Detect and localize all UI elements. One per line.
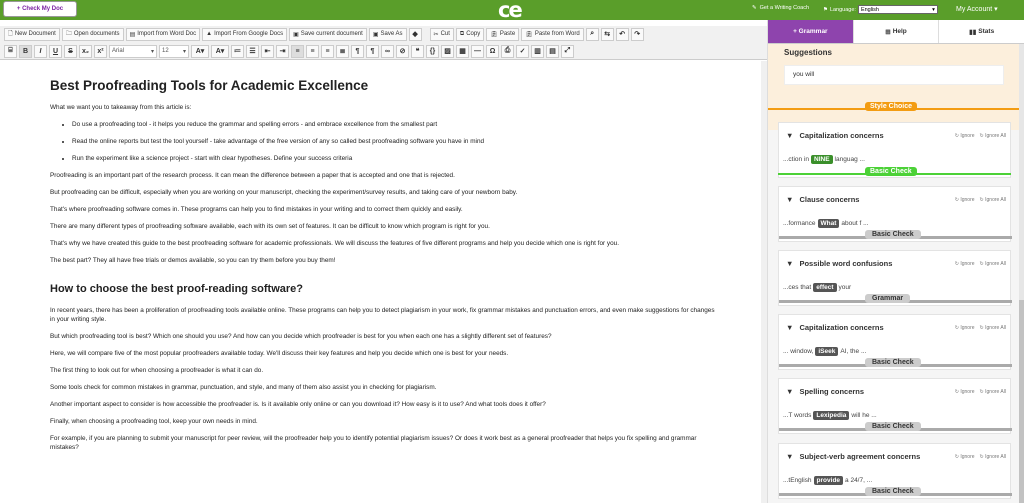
paragraph: But proofreading can be difficult, especially when you are working on your manuscript, checking the experiment/survey results, and taking care of your newborn baby. xyxy=(50,188,518,196)
list-item: • Do use a proofreading tool - it helps you reduce the grammar and spelling errors - and embrace excellence from the smallest part xyxy=(72,121,718,130)
cut-label: Cut xyxy=(440,31,450,37)
text-color-icon[interactable]: A▾ xyxy=(191,45,209,58)
card-footer xyxy=(779,233,1012,241)
toolbar-row-2 xyxy=(4,44,574,58)
card-title xyxy=(786,452,920,461)
import-google-button[interactable] xyxy=(202,28,287,41)
snippet-highlight[interactable]: What xyxy=(818,219,840,228)
link-icon[interactable]: ∞ xyxy=(381,45,394,58)
ignore-label: Ignore xyxy=(960,325,975,331)
ignore-all-button[interactable]: ↻ Ignore All xyxy=(979,133,1006,139)
save-current-label: Save current document xyxy=(300,31,363,37)
save-icon: ▣ xyxy=(293,31,299,38)
my-account-label: My Account xyxy=(956,6,993,13)
snippet-before: ...ces that xyxy=(783,284,812,291)
ignore-button[interactable]: ↻ Ignore xyxy=(954,454,975,460)
source-icon[interactable]: ⌸ xyxy=(4,45,17,58)
suggestion-card[interactable] xyxy=(778,250,1011,306)
logo: ce xyxy=(498,0,521,22)
undo-icon[interactable]: ↶ xyxy=(616,28,629,41)
document-title: Best Proofreading Tools for Academic Excellence xyxy=(50,78,369,93)
writing-coach-label: Get a Writing Coach xyxy=(759,5,810,11)
ignore-controls xyxy=(955,454,1006,460)
panel-tabs xyxy=(768,20,1024,44)
card-title-text: Spelling concerns xyxy=(799,387,865,396)
suggestions-area xyxy=(768,44,1020,130)
suggestions-title: Suggestions xyxy=(784,48,833,57)
stats-icon: ▮▮ xyxy=(969,28,977,36)
numbered-list-icon[interactable]: ≔ xyxy=(231,45,244,58)
snippet-highlight[interactable]: effect xyxy=(813,283,836,292)
drive-icon: ▲ xyxy=(206,31,213,37)
snippet-before: ... window, xyxy=(783,348,814,355)
ignore-button[interactable]: ↻ Ignore xyxy=(954,133,975,139)
align-center-icon[interactable]: ≡ xyxy=(306,45,319,58)
table-icon[interactable]: ▦ xyxy=(456,45,469,58)
top-bar xyxy=(0,0,1024,20)
save-current-button[interactable] xyxy=(289,28,367,41)
blockquote-icon[interactable]: ❝ xyxy=(411,45,424,58)
chevron-down-icon: ▾ xyxy=(994,6,998,13)
ignore-all-label: Ignore All xyxy=(985,389,1006,395)
save-icon: ▣ xyxy=(372,31,379,38)
ignore-button[interactable]: ↻ Ignore xyxy=(954,325,975,331)
chevron-down-icon: ▾ xyxy=(150,48,154,55)
snippet-before: ...formance xyxy=(783,220,816,227)
print-icon[interactable]: ⎙ xyxy=(501,45,514,58)
paragraph: Proofreading is an important part of the research process. It can mean the difference between a paper that is accepted and one that is rejected. xyxy=(50,171,455,179)
basic-check-badge: Basic Check xyxy=(865,167,917,176)
scissors-icon: ✂ xyxy=(433,31,439,38)
card-snippet xyxy=(783,219,869,228)
card-snippet xyxy=(783,411,877,420)
ignore-all-label: Ignore All xyxy=(985,261,1006,267)
style-choice-badge: Style Choice xyxy=(865,102,917,111)
card-snippet xyxy=(783,347,866,356)
paragraph: That's why we have created this guide to the best proofreading software for academic professionals. We will discuss the features of five different programs and help you decide which one is right for you. xyxy=(50,239,619,247)
snippet-before: ...ction in xyxy=(783,156,810,163)
ignore-label: Ignore xyxy=(960,261,975,267)
snippet-after: a 24/7, ... xyxy=(845,477,873,484)
document-content[interactable] xyxy=(50,77,718,461)
language-selector xyxy=(823,5,938,14)
underline-icon[interactable]: U xyxy=(49,45,62,58)
triangle-down-icon: ▼ xyxy=(786,323,794,332)
clipboard-icon: 📋︎ xyxy=(490,31,498,38)
card-title-text: Possible word confusions xyxy=(799,259,893,268)
fullscreen-icon[interactable]: ⤢ xyxy=(561,45,574,58)
ignore-button[interactable]: ↻ Ignore xyxy=(954,389,975,395)
horizontal-rule-icon[interactable]: ― xyxy=(471,45,484,58)
open-documents-label: Open documents xyxy=(73,31,120,37)
card-category-badge: Basic Check xyxy=(865,422,921,431)
align-right-icon[interactable]: ≡ xyxy=(321,45,334,58)
paragraph: In recent years, there has been a proliferation of proofreading tools available online. These programs can help you to detect plagiarism in your work, fix grammar mistakes and punctuation errors, and even make suggestions for changes in your writing style. xyxy=(50,306,715,323)
toolbar-row-1 xyxy=(4,27,644,41)
snippet-highlight[interactable]: NINE xyxy=(811,155,833,164)
suggestion-item[interactable]: you will xyxy=(784,65,1004,85)
ignore-all-button[interactable]: ↻ Ignore All xyxy=(979,325,1006,331)
grammar-panel xyxy=(767,20,1024,503)
suggestion-card[interactable] xyxy=(778,378,1011,434)
eraser-icon[interactable]: ◆ xyxy=(409,28,422,41)
ignore-label: Ignore xyxy=(960,133,975,139)
rtl-icon[interactable]: ¶ xyxy=(366,45,379,58)
ignore-label: Ignore xyxy=(960,389,975,395)
section-heading: How to choose the best proof-reading software? xyxy=(50,282,304,295)
triangle-down-icon: ▼ xyxy=(786,195,794,204)
italic-icon[interactable]: I xyxy=(34,45,47,58)
tab-help[interactable] xyxy=(854,20,940,43)
suggestion-card[interactable] xyxy=(778,186,1011,242)
size-value: 12 xyxy=(162,48,169,54)
paragraph: But which proofreading tool is best? Which one should you use? And how can you decide which proofreader is best for you when each one has a slightly different set of features? xyxy=(50,332,552,340)
cut-button[interactable] xyxy=(430,28,454,41)
ignore-button[interactable]: ↻ Ignore xyxy=(954,197,975,203)
ignore-all-label: Ignore All xyxy=(985,454,1006,460)
paragraph: Here, we will compare five of the most popular proofreaders available today. We'll discuss their key features and help you decide which one is best for your needs. xyxy=(50,349,509,357)
panel-scrollbar-thumb[interactable] xyxy=(1019,300,1024,503)
language-dropdown[interactable] xyxy=(858,5,938,14)
open-documents-button[interactable] xyxy=(62,28,124,41)
copy-icon: ⧉ xyxy=(459,30,465,37)
paste-word-button[interactable] xyxy=(521,28,584,41)
triangle-down-icon: ▼ xyxy=(786,131,794,140)
list-item: • Read the online reports but test the tool yourself - take advantage of the free version of any so called best proofreading software you have in mind xyxy=(72,138,718,147)
ignore-controls xyxy=(955,389,1006,395)
language-value: English xyxy=(860,6,879,13)
justify-icon[interactable]: ≣ xyxy=(336,45,349,58)
card-title xyxy=(786,195,859,204)
card-footer xyxy=(779,361,1012,369)
snippet-after: will he ... xyxy=(851,412,877,419)
chevron-down-icon: ▾ xyxy=(932,6,935,13)
folder-icon: 🗀 xyxy=(65,31,72,37)
snippet-highlight[interactable]: Lexipedia xyxy=(813,411,849,420)
copy-label: Copy xyxy=(466,31,481,37)
ignore-all-button[interactable]: ↻ Ignore All xyxy=(979,261,1006,267)
ignore-button[interactable]: ↻ Ignore xyxy=(954,261,975,267)
import-icon: ▤ xyxy=(129,31,136,38)
paragraph: The best part? They all have free trials or demos available, so you can try them before you buy them! xyxy=(50,256,336,264)
strikethrough-icon[interactable]: S xyxy=(64,45,77,58)
chevron-down-icon: ▾ xyxy=(182,48,186,55)
find-icon[interactable]: ⌕ xyxy=(586,28,599,41)
ignore-all-label: Ignore All xyxy=(985,197,1006,203)
pen-icon: ✎ xyxy=(752,5,757,11)
snippet-highlight[interactable]: provide xyxy=(814,476,843,485)
ignore-controls xyxy=(955,261,1006,267)
card-footer xyxy=(779,297,1012,305)
card-footer xyxy=(779,490,1012,498)
new-document-button[interactable] xyxy=(4,28,60,41)
snippet-before: ...T words xyxy=(783,412,812,419)
preview-icon[interactable]: ▤ xyxy=(546,45,559,58)
ignore-all-button[interactable]: ↻ Ignore All xyxy=(979,454,1006,460)
snippet-before: ...tEnglish xyxy=(783,477,812,484)
ignore-label: Ignore xyxy=(960,197,975,203)
tab-help-label: Help xyxy=(892,28,907,35)
snippet-after: your xyxy=(838,284,852,291)
paragraph: Some tools check for common mistakes in grammar, punctuation, and style, and many of them also assist you in checking for plagiarism. xyxy=(50,383,437,391)
save-as-label: Save As xyxy=(380,31,403,37)
replace-icon[interactable]: ⇆ xyxy=(601,28,614,41)
triangle-down-icon: ▼ xyxy=(786,387,794,396)
card-footer xyxy=(779,425,1012,433)
save-as-button[interactable] xyxy=(369,28,407,41)
card-title xyxy=(786,259,892,268)
paragraph: Finally, when choosing a proofreading tool, keep your own needs in mind. xyxy=(50,417,258,425)
card-title xyxy=(786,387,864,396)
templates-icon[interactable]: ▥ xyxy=(531,45,544,58)
card-title-text: Capitalization concerns xyxy=(799,131,884,140)
tab-grammar[interactable]: + Grammar xyxy=(768,20,854,43)
paragraph: There are many different types of proofreading software available, each with its own set of features. It can be difficult to know which program is right for you. xyxy=(50,222,490,230)
card-title xyxy=(786,131,884,140)
document-area[interactable] xyxy=(0,61,767,503)
ignore-controls xyxy=(955,133,1006,139)
card-category-badge: Basic Check xyxy=(865,230,921,239)
import-google-label: Import From Google Docs xyxy=(214,31,284,37)
paragraph: For example, if you are planning to submit your manuscript for peer review, will the proofreader help you to identify potential plagiarism issues? Or does it work best as a general proofreader that helps you fix spelling and grammar mistakes? xyxy=(50,434,697,451)
ignore-label: Ignore xyxy=(960,454,975,460)
card-category-badge: Grammar xyxy=(865,294,910,303)
card-category-badge: Basic Check xyxy=(865,487,921,496)
paste-word-label: Paste from Word xyxy=(534,31,580,37)
import-word-button[interactable] xyxy=(126,28,201,41)
snippet-highlight[interactable]: iSeek xyxy=(815,347,838,356)
card-title-text: Subject-verb agreement concerns xyxy=(799,452,921,461)
takeaway-list xyxy=(72,121,718,164)
outdent-icon[interactable]: ⇤ xyxy=(261,45,274,58)
ignore-all-label: Ignore All xyxy=(985,325,1006,331)
background-color-icon[interactable]: A▾ xyxy=(211,45,229,58)
intro-paragraph: What we want you to takeaway from this article is: xyxy=(50,103,192,111)
new-document-label: New Document xyxy=(14,31,56,37)
ignore-all-button[interactable]: ↻ Ignore All xyxy=(979,389,1006,395)
flag-icon: ⚑ xyxy=(823,6,828,13)
paragraph: Another important aspect to consider is how accessible the proofreader is. Is it available only online or can you download it? How easy is it to use? And what tools does it offer? xyxy=(50,400,546,408)
bulleted-list-icon[interactable]: ☰ xyxy=(246,45,259,58)
writing-coach-link[interactable] xyxy=(752,5,809,11)
superscript-icon[interactable]: x² xyxy=(94,45,107,58)
ignore-controls xyxy=(955,197,1006,203)
snippet-after: about f ... xyxy=(841,220,869,227)
triangle-down-icon: ▼ xyxy=(786,452,794,461)
font-value: Arial xyxy=(112,48,125,54)
editor-toolbar xyxy=(0,26,767,60)
redo-icon[interactable]: ↷ xyxy=(631,28,644,41)
my-account-menu[interactable] xyxy=(956,5,998,13)
clipboard-icon: 📋︎ xyxy=(525,31,533,38)
card-snippet xyxy=(783,476,872,485)
ignore-controls xyxy=(955,325,1006,331)
triangle-down-icon: ▼ xyxy=(786,259,794,268)
ignore-all-label: Ignore All xyxy=(985,133,1006,139)
suggestion-card[interactable] xyxy=(778,443,1011,499)
help-icon: ⊞ xyxy=(885,28,891,36)
paste-button[interactable] xyxy=(486,28,519,41)
card-title xyxy=(786,323,884,332)
unlink-icon[interactable]: ⊘ xyxy=(396,45,409,58)
check-my-doc-button[interactable]: + Check My Doc xyxy=(3,1,77,17)
code-icon[interactable]: {} xyxy=(426,45,439,58)
indent-icon[interactable]: ⇥ xyxy=(276,45,289,58)
tab-stats-label: Stats xyxy=(978,28,995,35)
list-item: • Run the experiment like a science project - start with clear hypotheses. Define your success criteria xyxy=(72,155,718,164)
paste-label: Paste xyxy=(499,31,516,37)
tab-stats[interactable] xyxy=(939,20,1024,43)
subscript-icon[interactable]: x₂ xyxy=(79,45,92,58)
paragraph: The first thing to look out for when choosing a proofreader is what it can do. xyxy=(50,366,264,374)
special-char-icon[interactable]: Ω xyxy=(486,45,499,58)
copy-button[interactable] xyxy=(456,28,484,41)
bold-icon[interactable]: B xyxy=(19,45,32,58)
card-title-text: Capitalization concerns xyxy=(799,323,884,332)
snippet-after: languag ... xyxy=(834,156,865,163)
card-title-text: Clause concerns xyxy=(799,195,860,204)
language-label: Language: xyxy=(829,6,856,13)
ltr-icon[interactable]: ¶ xyxy=(351,45,364,58)
ignore-all-button[interactable]: ↻ Ignore All xyxy=(979,197,1006,203)
suggestion-card[interactable] xyxy=(778,314,1011,370)
font-select[interactable] xyxy=(109,45,157,58)
image-icon[interactable]: ▨ xyxy=(441,45,454,58)
snippet-after: AI, the ... xyxy=(840,348,867,355)
align-left-icon[interactable]: ≡ xyxy=(291,45,304,58)
paragraph: That's where proofreading software comes in. These programs can help you to find mistakes in your writing and to correct them quickly and easily. xyxy=(50,205,463,213)
card-snippet xyxy=(783,283,851,292)
import-word-label: Import from Word Doc xyxy=(137,31,197,37)
size-select[interactable] xyxy=(159,45,189,58)
file-icon: 🗋 xyxy=(8,31,13,37)
spellcheck-icon[interactable]: ✓ xyxy=(516,45,529,58)
card-category-badge: Basic Check xyxy=(865,358,921,367)
card-snippet xyxy=(783,155,865,164)
